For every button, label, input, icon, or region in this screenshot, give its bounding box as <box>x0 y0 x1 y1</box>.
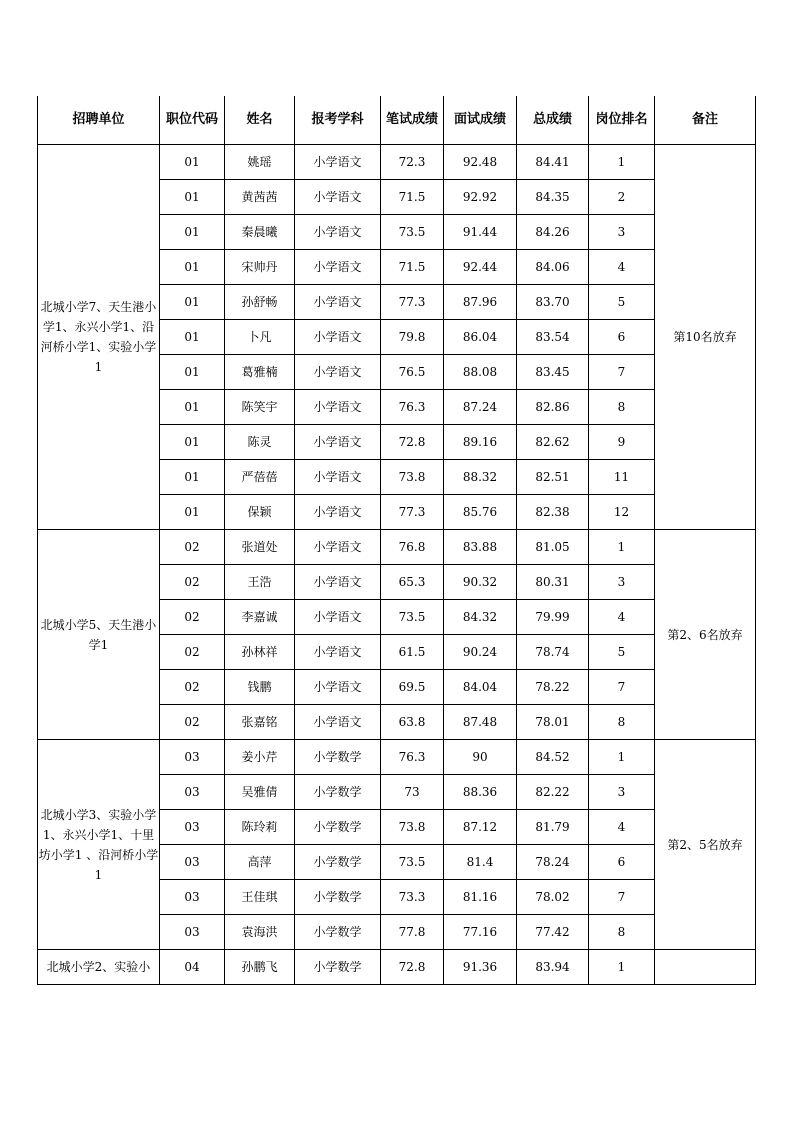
interview-cell: 92.44 <box>444 250 517 285</box>
subject-cell: 小学数学 <box>295 950 381 985</box>
rank-cell: 6 <box>589 845 655 880</box>
name-cell: 孙林祥 <box>225 635 295 670</box>
code-cell: 03 <box>160 810 225 845</box>
code-cell: 01 <box>160 180 225 215</box>
rank-cell: 5 <box>589 285 655 320</box>
header-written: 笔试成绩 <box>381 96 444 145</box>
name-cell: 张嘉铭 <box>225 705 295 740</box>
written-cell: 79.8 <box>381 320 444 355</box>
code-cell: 01 <box>160 425 225 460</box>
subject-cell: 小学语文 <box>295 495 381 530</box>
header-rank: 岗位排名 <box>589 96 655 145</box>
name-cell: 王佳琪 <box>225 880 295 915</box>
total-cell: 84.41 <box>517 145 589 180</box>
written-cell: 72.8 <box>381 425 444 460</box>
rank-cell: 8 <box>589 390 655 425</box>
rank-cell: 2 <box>589 180 655 215</box>
written-cell: 76.3 <box>381 740 444 775</box>
rank-cell: 11 <box>589 460 655 495</box>
interview-cell: 88.08 <box>444 355 517 390</box>
total-cell: 77.42 <box>517 915 589 950</box>
header-interview: 面试成绩 <box>444 96 517 145</box>
total-cell: 80.31 <box>517 565 589 600</box>
table-row <box>38 530 756 565</box>
rank-cell: 4 <box>589 810 655 845</box>
rank-cell: 4 <box>589 600 655 635</box>
score-table <box>37 96 756 985</box>
rank-cell: 12 <box>589 495 655 530</box>
note-cell: 第10名放弃 <box>655 145 756 530</box>
code-cell: 02 <box>160 530 225 565</box>
header-total: 总成绩 <box>517 96 589 145</box>
total-cell: 82.22 <box>517 775 589 810</box>
rank-cell: 6 <box>589 320 655 355</box>
subject-cell: 小学语文 <box>295 285 381 320</box>
rank-cell: 7 <box>589 355 655 390</box>
code-cell: 03 <box>160 915 225 950</box>
interview-cell: 88.36 <box>444 775 517 810</box>
name-cell: 张道处 <box>225 530 295 565</box>
interview-cell: 88.32 <box>444 460 517 495</box>
note-cell <box>655 950 756 985</box>
name-cell: 袁海洪 <box>225 915 295 950</box>
interview-cell: 91.36 <box>444 950 517 985</box>
name-cell: 卜凡 <box>225 320 295 355</box>
name-cell: 黄茜茜 <box>225 180 295 215</box>
name-cell: 王浩 <box>225 565 295 600</box>
written-cell: 71.5 <box>381 250 444 285</box>
interview-cell: 83.88 <box>444 530 517 565</box>
rank-cell: 3 <box>589 215 655 250</box>
interview-cell: 92.48 <box>444 145 517 180</box>
name-cell: 宋帅丹 <box>225 250 295 285</box>
total-cell: 84.06 <box>517 250 589 285</box>
name-cell: 吴雅倩 <box>225 775 295 810</box>
code-cell: 03 <box>160 740 225 775</box>
total-cell: 78.74 <box>517 635 589 670</box>
code-cell: 02 <box>160 565 225 600</box>
note-cell: 第2、5名放弃 <box>655 740 756 950</box>
total-cell: 83.70 <box>517 285 589 320</box>
subject-cell: 小学语文 <box>295 390 381 425</box>
code-cell: 02 <box>160 600 225 635</box>
interview-cell: 81.16 <box>444 880 517 915</box>
subject-cell: 小学语文 <box>295 600 381 635</box>
name-cell: 钱鹏 <box>225 670 295 705</box>
interview-cell: 87.24 <box>444 390 517 425</box>
interview-cell: 90 <box>444 740 517 775</box>
rank-cell: 3 <box>589 775 655 810</box>
header-note: 备注 <box>655 96 756 145</box>
written-cell: 76.8 <box>381 530 444 565</box>
subject-cell: 小学语文 <box>295 180 381 215</box>
interview-cell: 90.24 <box>444 635 517 670</box>
rank-cell: 4 <box>589 250 655 285</box>
subject-cell: 小学语文 <box>295 145 381 180</box>
table-row <box>38 740 756 775</box>
written-cell: 61.5 <box>381 635 444 670</box>
unit-cell: 北城小学7、天生港小学1、永兴小学1、沿河桥小学1、实验小学1 <box>38 145 160 530</box>
total-cell: 79.99 <box>517 600 589 635</box>
name-cell: 葛雅楠 <box>225 355 295 390</box>
code-cell: 01 <box>160 215 225 250</box>
code-cell: 02 <box>160 635 225 670</box>
interview-cell: 87.96 <box>444 285 517 320</box>
note-cell: 第2、6名放弃 <box>655 530 756 740</box>
written-cell: 73.5 <box>381 600 444 635</box>
interview-cell: 77.16 <box>444 915 517 950</box>
interview-cell: 87.12 <box>444 810 517 845</box>
subject-cell: 小学语文 <box>295 530 381 565</box>
rank-cell: 8 <box>589 915 655 950</box>
name-cell: 陈笑宇 <box>225 390 295 425</box>
interview-cell: 84.04 <box>444 670 517 705</box>
name-cell: 姚瑶 <box>225 145 295 180</box>
interview-cell: 86.04 <box>444 320 517 355</box>
rank-cell: 1 <box>589 740 655 775</box>
subject-cell: 小学语文 <box>295 250 381 285</box>
total-cell: 81.05 <box>517 530 589 565</box>
code-cell: 03 <box>160 845 225 880</box>
name-cell: 孙舒畅 <box>225 285 295 320</box>
subject-cell: 小学语文 <box>295 705 381 740</box>
name-cell: 秦晨曦 <box>225 215 295 250</box>
code-cell: 01 <box>160 355 225 390</box>
subject-cell: 小学语文 <box>295 425 381 460</box>
rank-cell: 3 <box>589 565 655 600</box>
interview-cell: 87.48 <box>444 705 517 740</box>
total-cell: 81.79 <box>517 810 589 845</box>
written-cell: 73.3 <box>381 880 444 915</box>
header-subject: 报考学科 <box>295 96 381 145</box>
name-cell: 李嘉诚 <box>225 600 295 635</box>
subject-cell: 小学语文 <box>295 460 381 495</box>
code-cell: 01 <box>160 145 225 180</box>
name-cell: 保颖 <box>225 495 295 530</box>
name-cell: 高萍 <box>225 845 295 880</box>
code-cell: 03 <box>160 880 225 915</box>
interview-cell: 81.4 <box>444 845 517 880</box>
interview-cell: 90.32 <box>444 565 517 600</box>
total-cell: 82.51 <box>517 460 589 495</box>
code-cell: 04 <box>160 950 225 985</box>
subject-cell: 小学语文 <box>295 670 381 705</box>
subject-cell: 小学数学 <box>295 880 381 915</box>
code-cell: 03 <box>160 775 225 810</box>
header-code: 职位代码 <box>160 96 225 145</box>
header-unit: 招聘单位 <box>38 96 160 145</box>
total-cell: 83.54 <box>517 320 589 355</box>
total-cell: 78.01 <box>517 705 589 740</box>
code-cell: 01 <box>160 390 225 425</box>
total-cell: 78.22 <box>517 670 589 705</box>
name-cell: 陈灵 <box>225 425 295 460</box>
rank-cell: 1 <box>589 530 655 565</box>
written-cell: 77.3 <box>381 495 444 530</box>
total-cell: 83.94 <box>517 950 589 985</box>
written-cell: 65.3 <box>381 565 444 600</box>
code-cell: 01 <box>160 320 225 355</box>
code-cell: 01 <box>160 250 225 285</box>
table-row <box>38 950 756 985</box>
interview-cell: 91.44 <box>444 215 517 250</box>
written-cell: 72.3 <box>381 145 444 180</box>
interview-cell: 84.32 <box>444 600 517 635</box>
subject-cell: 小学语文 <box>295 565 381 600</box>
total-cell: 84.35 <box>517 180 589 215</box>
name-cell: 严蓓蓓 <box>225 460 295 495</box>
subject-cell: 小学数学 <box>295 740 381 775</box>
written-cell: 71.5 <box>381 180 444 215</box>
subject-cell: 小学语文 <box>295 355 381 390</box>
total-cell: 84.26 <box>517 215 589 250</box>
written-cell: 63.8 <box>381 705 444 740</box>
interview-cell: 85.76 <box>444 495 517 530</box>
written-cell: 76.3 <box>381 390 444 425</box>
rank-cell: 8 <box>589 705 655 740</box>
name-cell: 陈玲莉 <box>225 810 295 845</box>
header-name: 姓名 <box>225 96 295 145</box>
header-row <box>38 96 756 145</box>
total-cell: 83.45 <box>517 355 589 390</box>
table-body <box>38 145 756 985</box>
code-cell: 02 <box>160 670 225 705</box>
rank-cell: 9 <box>589 425 655 460</box>
total-cell: 82.86 <box>517 390 589 425</box>
rank-cell: 1 <box>589 950 655 985</box>
code-cell: 01 <box>160 495 225 530</box>
name-cell: 姜小芹 <box>225 740 295 775</box>
unit-cell: 北城小学5、天生港小学1 <box>38 530 160 740</box>
written-cell: 69.5 <box>381 670 444 705</box>
subject-cell: 小学数学 <box>295 915 381 950</box>
rank-cell: 7 <box>589 670 655 705</box>
rank-cell: 1 <box>589 145 655 180</box>
written-cell: 73 <box>381 775 444 810</box>
total-cell: 78.24 <box>517 845 589 880</box>
total-cell: 78.02 <box>517 880 589 915</box>
subject-cell: 小学数学 <box>295 810 381 845</box>
total-cell: 84.52 <box>517 740 589 775</box>
table-row <box>38 145 756 180</box>
rank-cell: 7 <box>589 880 655 915</box>
written-cell: 73.8 <box>381 810 444 845</box>
interview-cell: 89.16 <box>444 425 517 460</box>
code-cell: 01 <box>160 285 225 320</box>
subject-cell: 小学语文 <box>295 320 381 355</box>
subject-cell: 小学语文 <box>295 215 381 250</box>
total-cell: 82.62 <box>517 425 589 460</box>
code-cell: 02 <box>160 705 225 740</box>
subject-cell: 小学语文 <box>295 635 381 670</box>
written-cell: 73.5 <box>381 215 444 250</box>
written-cell: 76.5 <box>381 355 444 390</box>
unit-cell: 北城小学2、实验小 <box>38 950 160 985</box>
rank-cell: 5 <box>589 635 655 670</box>
written-cell: 77.3 <box>381 285 444 320</box>
written-cell: 77.8 <box>381 915 444 950</box>
unit-cell: 北城小学3、实验小学1、永兴小学1、十里坊小学1 、沿河桥小学1 <box>38 740 160 950</box>
code-cell: 01 <box>160 460 225 495</box>
written-cell: 73.5 <box>381 845 444 880</box>
written-cell: 72.8 <box>381 950 444 985</box>
total-cell: 82.38 <box>517 495 589 530</box>
subject-cell: 小学数学 <box>295 775 381 810</box>
written-cell: 73.8 <box>381 460 444 495</box>
subject-cell: 小学数学 <box>295 845 381 880</box>
name-cell: 孙鹏飞 <box>225 950 295 985</box>
interview-cell: 92.92 <box>444 180 517 215</box>
